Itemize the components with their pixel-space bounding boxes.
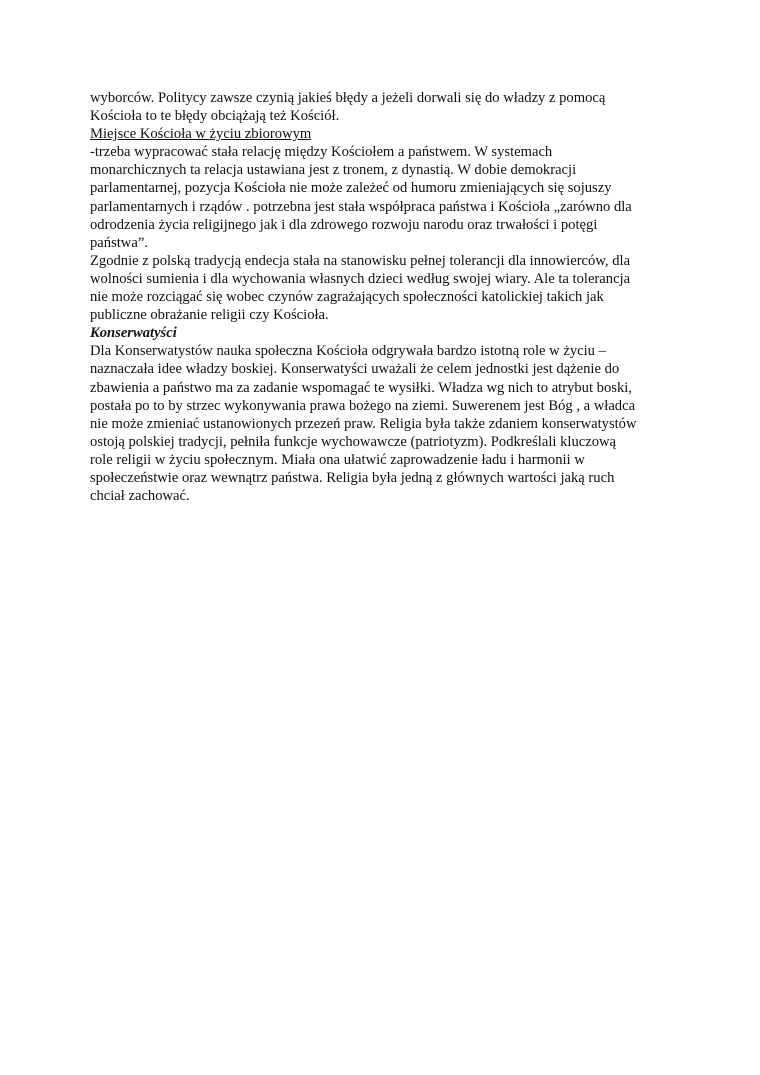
text-line: państwa”. bbox=[90, 234, 148, 251]
text-line: postała po to by strzec wykonywania prawa bożego na ziemi. Suwerenem jest Bóg , a władca bbox=[90, 397, 636, 414]
text-line: publiczne obrażanie religii czy Kościoła. bbox=[90, 307, 329, 324]
text-line: role religii w życiu społecznym. Miała ona ułatwić zaprowadzenie ładu i harmonii w bbox=[90, 451, 585, 468]
text-line: ostoją polskiej tradycji, pełniła funkcje wychowawcze (patriotyzm). Podkreślali kluczową bbox=[90, 433, 617, 450]
text-line: chciał zachować. bbox=[90, 488, 190, 505]
text-line: nie może rozciągać się wobec czynów zagrażających społeczności katolickiej takich jak bbox=[90, 289, 604, 306]
text-line: wyborców. Politycy zawsze czynią jakieś błędy a jeżeli dorwali się do władzy z pomocą bbox=[90, 90, 606, 106]
text-line: społeczeństwie oraz wewnątrz państwa. Religia była jedną z głównych wartości jaką ruch bbox=[90, 469, 615, 486]
text-line: Zgodnie z polską tradycją endecja stała na stanowisku pełnej tolerancji dla innowierców, dla bbox=[90, 252, 631, 269]
text-line: monarchicznych ta relacja ustawiana jest z tronem, z dynastią. W dobie demokracji bbox=[90, 162, 577, 179]
section-heading-conservatives: Konserwatyści bbox=[90, 325, 177, 342]
text-line: parlamentarnych i rządów . potrzebna jest stała współpraca państwa i Kościoła „zarówno dla bbox=[90, 198, 632, 215]
section-heading-church-role: Miejsce Kościoła w życiu zbiorowym bbox=[90, 126, 312, 143]
text-line: Kościoła to te błędy obciążają też Kościół. bbox=[90, 108, 340, 125]
document-page bbox=[90, 89, 680, 505]
text-line: naznaczała idee władzy boskiej. Konserwatyści uważali że celem jednostki jest dążenie do bbox=[90, 361, 620, 378]
text-line: Dla Konserwatystów nauka społeczna Kościoła odgrywała bardzo istotną role w życiu – bbox=[90, 343, 606, 360]
text-line: nie może zmieniać ustanowionych przezeń praw. Religia była także zdaniem konserwatystów bbox=[90, 415, 637, 432]
text-line: odrodzenia życia religijnego jak i dla zdrowego rozwoju narodu oraz trwałości i potęgi bbox=[90, 216, 598, 233]
text-line: wolności sumienia i dla wychowania własnych dzieci według swojej wiary. Ale ta tolerancja bbox=[90, 270, 631, 287]
text-line: -trzeba wypracować stała relację między Kościołem a państwem. W systemach bbox=[90, 144, 553, 161]
text-line: parlamentarnej, pozycja Kościoła nie może zależeć od humoru zmieniających się sojuszy bbox=[90, 180, 612, 197]
text-line: zbawienia a państwo ma za zadanie wspomagać te wysiłki. Władza wg nich to atrybut boski, bbox=[90, 379, 632, 396]
